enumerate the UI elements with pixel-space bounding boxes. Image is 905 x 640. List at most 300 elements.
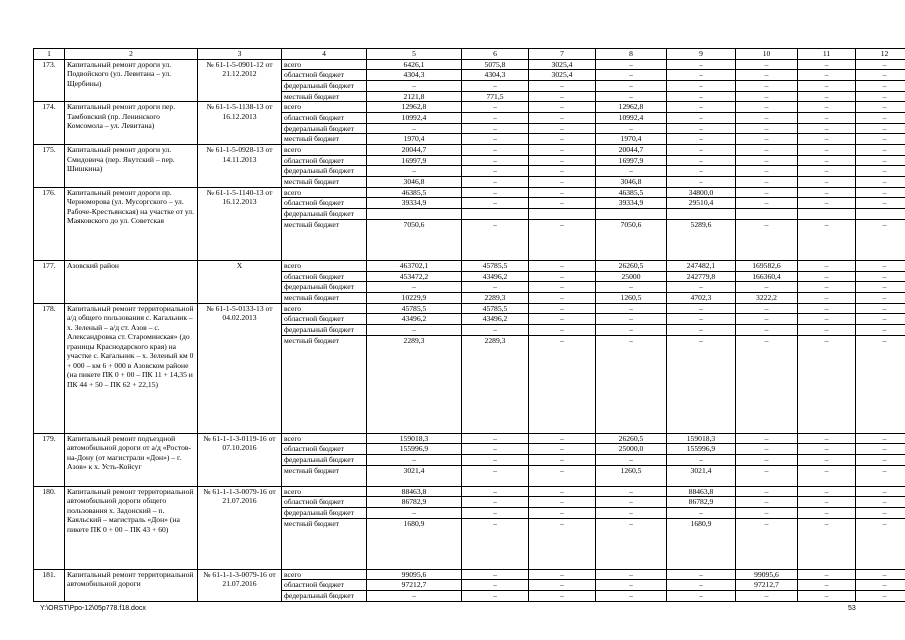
amount-cell: 155996,9: [367, 444, 462, 455]
budget-source-label: местный бюджет: [282, 518, 367, 569]
amount-cell: –: [798, 187, 856, 198]
amount-cell: 155996,9: [667, 444, 736, 455]
amount-cell: 4702,3: [667, 292, 736, 303]
entry-number: 173.: [34, 59, 65, 102]
amount-cell: –: [856, 155, 905, 166]
amount-cell: –: [667, 591, 736, 602]
budget-source-label: всего: [282, 303, 367, 314]
budget-source-label: местный бюджет: [282, 219, 367, 260]
amount-cell: –: [367, 166, 462, 177]
amount-cell: –: [529, 324, 596, 335]
amount-cell: [367, 209, 462, 220]
amount-cell: –: [798, 123, 856, 134]
footer-page-number: 53: [848, 605, 856, 612]
entry-number: 180.: [34, 486, 65, 569]
amount-cell: –: [462, 508, 529, 519]
amount-cell: –: [529, 314, 596, 325]
amount-cell: –: [798, 497, 856, 508]
amount-cell: –: [798, 335, 856, 433]
amount-cell: 10992,4: [596, 112, 667, 123]
amount-cell: 1260,5: [596, 465, 667, 486]
amount-cell: –: [462, 580, 529, 591]
budget-source-label: всего: [282, 260, 367, 271]
amount-cell: –: [856, 465, 905, 486]
amount-cell: –: [856, 591, 905, 602]
amount-cell: –: [462, 198, 529, 209]
budget-source-label: местный бюджет: [282, 335, 367, 433]
amount-cell: –: [798, 518, 856, 569]
amount-cell: –: [667, 80, 736, 91]
amount-cell: –: [667, 314, 736, 325]
budget-source-label: федеральный бюджет: [282, 508, 367, 519]
amount-cell: –: [529, 187, 596, 198]
table-body: [34, 49, 905, 602]
amount-cell: 10229,9: [367, 292, 462, 303]
amount-cell: –: [856, 112, 905, 123]
header-cell: 7: [529, 49, 596, 60]
budget-source-label: областной бюджет: [282, 155, 367, 166]
amount-cell: –: [462, 518, 529, 569]
amount-cell: –: [856, 282, 905, 293]
budget-source-label: всего: [282, 145, 367, 156]
amount-cell: –: [596, 591, 667, 602]
amount-cell: –: [798, 155, 856, 166]
amount-cell: –: [667, 70, 736, 81]
amount-cell: 97212,7: [736, 580, 798, 591]
amount-cell: 43496,2: [367, 314, 462, 325]
amount-cell: –: [856, 59, 905, 70]
amount-cell: –: [798, 112, 856, 123]
budget-source-label: областной бюджет: [282, 112, 367, 123]
amount-cell: –: [529, 508, 596, 519]
amount-cell: 2289,3: [367, 335, 462, 433]
amount-cell: –: [736, 177, 798, 188]
budget-source-label: федеральный бюджет: [282, 455, 367, 466]
amount-cell: –: [529, 465, 596, 486]
header-cell: 2: [65, 49, 198, 60]
amount-cell: –: [736, 219, 798, 260]
entry-name: Капитальный ремонт дороги пр. Черноморова (ул. Мусоргского – ул. Рабоче-Крестьянская) на участке от ул. Маяковского до ул. Советская: [65, 187, 198, 260]
amount-cell: –: [596, 324, 667, 335]
amount-cell: –: [367, 591, 462, 602]
amount-cell: 463702,1: [367, 260, 462, 271]
amount-cell: –: [529, 102, 596, 113]
amount-cell: –: [529, 134, 596, 145]
amount-cell: 16997,9: [367, 155, 462, 166]
amount-cell: –: [856, 91, 905, 102]
header-cell: 6: [462, 49, 529, 60]
amount-cell: –: [856, 518, 905, 569]
budget-source-label: федеральный бюджет: [282, 282, 367, 293]
amount-cell: [596, 209, 667, 220]
amount-cell: –: [529, 271, 596, 282]
amount-cell: –: [596, 497, 667, 508]
amount-cell: –: [529, 486, 596, 497]
amount-cell: –: [596, 455, 667, 466]
amount-cell: –: [736, 303, 798, 314]
amount-cell: 3025,4: [529, 59, 596, 70]
amount-cell: –: [596, 282, 667, 293]
amount-cell: 7050,6: [367, 219, 462, 260]
amount-cell: 247482,1: [667, 260, 736, 271]
amount-cell: –: [529, 260, 596, 271]
amount-cell: –: [798, 465, 856, 486]
amount-cell: –: [798, 59, 856, 70]
budget-source-label: всего: [282, 433, 367, 444]
amount-cell: –: [856, 134, 905, 145]
table-row: [34, 569, 905, 580]
amount-cell: –: [736, 518, 798, 569]
amount-cell: –: [856, 444, 905, 455]
header-cell: 4: [282, 49, 367, 60]
budget-source-label: областной бюджет: [282, 198, 367, 209]
amount-cell: –: [462, 569, 529, 580]
amount-cell: –: [736, 591, 798, 602]
amount-cell: 7050,6: [596, 219, 667, 260]
amount-cell: –: [529, 177, 596, 188]
amount-cell: –: [856, 292, 905, 303]
amount-cell: 4304,3: [462, 70, 529, 81]
budget-source-label: всего: [282, 102, 367, 113]
table-row: [34, 102, 905, 113]
amount-cell: –: [462, 177, 529, 188]
budget-source-label: местный бюджет: [282, 292, 367, 303]
amount-cell: –: [798, 219, 856, 260]
amount-cell: –: [667, 134, 736, 145]
amount-cell: 4304,3: [367, 70, 462, 81]
amount-cell: 88463,8: [667, 486, 736, 497]
table-row: [34, 303, 905, 314]
amount-cell: 46385,5: [596, 187, 667, 198]
amount-cell: –: [596, 518, 667, 569]
amount-cell: 12962,8: [596, 102, 667, 113]
amount-cell: 2289,3: [462, 335, 529, 433]
entry-document-number: № 61-1-1-3-0119-16 от 07.10.2016: [198, 433, 282, 486]
amount-cell: –: [462, 102, 529, 113]
amount-cell: –: [736, 497, 798, 508]
header-cell: 5: [367, 49, 462, 60]
amount-cell: –: [596, 123, 667, 134]
amount-cell: –: [736, 155, 798, 166]
amount-cell: –: [667, 569, 736, 580]
budget-source-label: местный бюджет: [282, 91, 367, 102]
entry-document-number: Х: [198, 260, 282, 303]
amount-cell: –: [462, 145, 529, 156]
amount-cell: –: [529, 145, 596, 156]
amount-cell: –: [798, 145, 856, 156]
amount-cell: –: [798, 455, 856, 466]
amount-cell: –: [529, 166, 596, 177]
budget-source-label: местный бюджет: [282, 177, 367, 188]
entry-document-number: № 61-1-5-0928-13 от 14.11.2013: [198, 145, 282, 188]
amount-cell: –: [462, 455, 529, 466]
amount-cell: –: [736, 444, 798, 455]
amount-cell: 2121,8: [367, 91, 462, 102]
amount-cell: –: [798, 198, 856, 209]
budget-source-label: областной бюджет: [282, 444, 367, 455]
amount-cell: –: [529, 455, 596, 466]
amount-cell: –: [667, 91, 736, 102]
amount-cell: –: [736, 282, 798, 293]
amount-cell: 34800,0: [667, 187, 736, 198]
amount-cell: 46385,5: [367, 187, 462, 198]
amount-cell: –: [596, 335, 667, 433]
amount-cell: –: [462, 134, 529, 145]
amount-cell: –: [736, 80, 798, 91]
amount-cell: 169582,6: [736, 260, 798, 271]
header-cell: 3: [198, 49, 282, 60]
amount-cell: –: [736, 486, 798, 497]
amount-cell: –: [798, 91, 856, 102]
amount-cell: –: [596, 303, 667, 314]
table-row: [34, 486, 905, 497]
amount-cell: –: [798, 102, 856, 113]
amount-cell: –: [856, 198, 905, 209]
amount-cell: –: [667, 508, 736, 519]
amount-cell: 1680,9: [667, 518, 736, 569]
amount-cell: [462, 209, 529, 220]
amount-cell: 12962,8: [367, 102, 462, 113]
amount-cell: –: [462, 80, 529, 91]
amount-cell: 16997,9: [596, 155, 667, 166]
amount-cell: 99095,6: [367, 569, 462, 580]
amount-cell: 45785,5: [367, 303, 462, 314]
amount-cell: –: [736, 70, 798, 81]
amount-cell: –: [798, 569, 856, 580]
amount-cell: –: [462, 324, 529, 335]
amount-cell: –: [798, 314, 856, 325]
amount-cell: [529, 209, 596, 220]
entry-number: 179.: [34, 433, 65, 486]
amount-cell: –: [596, 80, 667, 91]
entry-document-number: № 61-1-1-3-0079-16 от 21.07.2016: [198, 486, 282, 569]
amount-cell: –: [736, 166, 798, 177]
budget-source-label: федеральный бюджет: [282, 80, 367, 91]
budget-source-label: местный бюджет: [282, 134, 367, 145]
amount-cell: –: [856, 455, 905, 466]
entry-name: Азовский район: [65, 260, 198, 303]
entry-number: 176.: [34, 187, 65, 260]
amount-cell: 26260,5: [596, 433, 667, 444]
amount-cell: –: [529, 123, 596, 134]
entry-name: Капитальный ремонт территориальной автомобильной дороги общего пользования х. Задонский – п. Каяльский – магистраль «Дон» (на пикете ПК 0 + 00 – ПК 43 + 60): [65, 486, 198, 569]
header-cell: 8: [596, 49, 667, 60]
amount-cell: –: [367, 455, 462, 466]
amount-cell: –: [529, 112, 596, 123]
amount-cell: –: [736, 198, 798, 209]
amount-cell: –: [856, 123, 905, 134]
amount-cell: –: [798, 166, 856, 177]
amount-cell: 5075,8: [462, 59, 529, 70]
amount-cell: –: [367, 324, 462, 335]
amount-cell: –: [462, 187, 529, 198]
budget-source-label: всего: [282, 569, 367, 580]
amount-cell: –: [529, 91, 596, 102]
amount-cell: –: [798, 80, 856, 91]
amount-cell: 10992,4: [367, 112, 462, 123]
budget-source-label: всего: [282, 187, 367, 198]
amount-cell: –: [462, 444, 529, 455]
table-row: [34, 145, 905, 156]
amount-cell: –: [856, 508, 905, 519]
amount-cell: –: [736, 455, 798, 466]
budget-source-label: областной бюджет: [282, 271, 367, 282]
header-cell: 10: [736, 49, 798, 60]
amount-cell: –: [667, 282, 736, 293]
amount-cell: –: [367, 508, 462, 519]
entry-name: Капитальный ремонт подъездной автомобильной дороги от а/д «Ростов-на-Дону (от магистрали «Дон») – г. Азов» к х. Усть-Койсуг: [65, 433, 198, 486]
amount-cell: –: [856, 219, 905, 260]
amount-cell: –: [798, 508, 856, 519]
amount-cell: –: [462, 155, 529, 166]
amount-cell: –: [856, 102, 905, 113]
amount-cell: [667, 209, 736, 220]
entry-number: 175.: [34, 145, 65, 188]
amount-cell: 3222,2: [736, 292, 798, 303]
amount-cell: 1970,4: [596, 134, 667, 145]
amount-cell: –: [856, 271, 905, 282]
amount-cell: 25000,0: [596, 444, 667, 455]
amount-cell: 39334,9: [596, 198, 667, 209]
amount-cell: 3046,8: [596, 177, 667, 188]
amount-cell: –: [736, 187, 798, 198]
amount-cell: –: [798, 486, 856, 497]
amount-cell: 242779,8: [667, 271, 736, 282]
amount-cell: –: [462, 282, 529, 293]
amount-cell: –: [798, 591, 856, 602]
amount-cell: –: [667, 102, 736, 113]
budget-source-label: федеральный бюджет: [282, 123, 367, 134]
amount-cell: –: [667, 123, 736, 134]
amount-cell: 3021,4: [367, 465, 462, 486]
amount-cell: –: [462, 497, 529, 508]
amount-cell: 5289,6: [667, 219, 736, 260]
amount-cell: 45785,5: [462, 260, 529, 271]
amount-cell: –: [736, 508, 798, 519]
header-cell: 11: [798, 49, 856, 60]
amount-cell: –: [667, 145, 736, 156]
amount-cell: –: [596, 166, 667, 177]
amount-cell: 159018,3: [667, 433, 736, 444]
amount-cell: –: [667, 455, 736, 466]
amount-cell: –: [736, 145, 798, 156]
budget-source-label: федеральный бюджет: [282, 209, 367, 220]
amount-cell: –: [856, 303, 905, 314]
entry-name: Капитальный ремонт территориальной а/д общего пользования с. Кагальник – х. Зеленый – а/д ст. Азов – с. Александровка ст. Староминская» (до границы Краснодарского края) на участке с. Кагальник – х. Зеленый км 0 + 000 – км 6 + 000 в Азовском районе (на пикете ПК 0 + 00 – ПК 11 + 14,35 и ПК 44 + 50 – ПК 62 + 22,15): [65, 303, 198, 433]
budget-source-label: федеральный бюджет: [282, 324, 367, 335]
amount-cell: –: [856, 324, 905, 335]
amount-cell: –: [736, 324, 798, 335]
amount-cell: –: [529, 591, 596, 602]
amount-cell: 97212,7: [367, 580, 462, 591]
entry-document-number: № 61-1-5-0901-12 от 21.12.2012: [198, 59, 282, 102]
amount-cell: –: [856, 80, 905, 91]
amount-cell: –: [798, 70, 856, 81]
amount-cell: 3046,8: [367, 177, 462, 188]
amount-cell: 1970,4: [367, 134, 462, 145]
amount-cell: –: [736, 91, 798, 102]
entry-number: 181.: [34, 569, 65, 601]
amount-cell: 43496,2: [462, 314, 529, 325]
amount-cell: –: [462, 486, 529, 497]
amount-cell: –: [798, 292, 856, 303]
amount-cell: –: [596, 91, 667, 102]
budget-source-label: всего: [282, 486, 367, 497]
amount-cell: 99095,6: [736, 569, 798, 580]
amount-cell: –: [367, 282, 462, 293]
amount-cell: –: [667, 303, 736, 314]
amount-cell: –: [736, 102, 798, 113]
amount-cell: 25000: [596, 271, 667, 282]
amount-cell: –: [856, 580, 905, 591]
amount-cell: –: [798, 444, 856, 455]
budget-source-label: областной бюджет: [282, 314, 367, 325]
amount-cell: –: [798, 134, 856, 145]
table-row: [34, 433, 905, 444]
budget-source-label: областной бюджет: [282, 497, 367, 508]
amount-cell: –: [529, 198, 596, 209]
amount-cell: –: [462, 591, 529, 602]
amount-cell: –: [596, 580, 667, 591]
amount-cell: 3025,4: [529, 70, 596, 81]
amount-cell: –: [667, 112, 736, 123]
amount-cell: –: [529, 303, 596, 314]
amount-cell: 3021,4: [667, 465, 736, 486]
amount-cell: –: [529, 569, 596, 580]
amount-cell: 43496,2: [462, 271, 529, 282]
amount-cell: [856, 209, 905, 220]
amount-cell: –: [596, 59, 667, 70]
amount-cell: –: [856, 187, 905, 198]
entry-document-number: № 61-1-5-1138-13 от 16.12.2013: [198, 102, 282, 145]
amount-cell: 2289,3: [462, 292, 529, 303]
amount-cell: –: [856, 177, 905, 188]
amount-cell: 1680,9: [367, 518, 462, 569]
amount-cell: 29510,4: [667, 198, 736, 209]
amount-cell: –: [856, 145, 905, 156]
entry-name: Капитальный ремонт дороги ул. Смидовича (пер. Якутский – пер. Шишкина): [65, 145, 198, 188]
amount-cell: –: [736, 465, 798, 486]
amount-cell: –: [462, 112, 529, 123]
amount-cell: –: [798, 324, 856, 335]
amount-cell: 771,5: [462, 91, 529, 102]
amount-cell: –: [798, 177, 856, 188]
amount-cell: –: [667, 335, 736, 433]
amount-cell: –: [367, 80, 462, 91]
amount-cell: –: [736, 433, 798, 444]
amount-cell: –: [736, 335, 798, 433]
amount-cell: –: [596, 486, 667, 497]
amount-cell: –: [529, 219, 596, 260]
amount-cell: –: [736, 314, 798, 325]
amount-cell: –: [856, 260, 905, 271]
entry-document-number: № 61-1-5-0133-13 от 04.02.2013: [198, 303, 282, 433]
entry-name: Капитальный ремонт дороги ул. Подвойского (ул. Левитана – ул. Щербины): [65, 59, 198, 102]
amount-cell: 39334,9: [367, 198, 462, 209]
amount-cell: –: [529, 444, 596, 455]
amount-cell: 166360,4: [736, 271, 798, 282]
amount-cell: –: [529, 292, 596, 303]
amount-cell: –: [462, 166, 529, 177]
entry-document-number: № 61-1-1-3-0079-16 от 21.07.2016: [198, 569, 282, 601]
amount-cell: –: [736, 123, 798, 134]
amount-cell: –: [367, 123, 462, 134]
budget-source-label: федеральный бюджет: [282, 166, 367, 177]
amount-cell: –: [667, 580, 736, 591]
amount-cell: 159018,3: [367, 433, 462, 444]
amount-cell: –: [736, 134, 798, 145]
amount-cell: –: [596, 508, 667, 519]
